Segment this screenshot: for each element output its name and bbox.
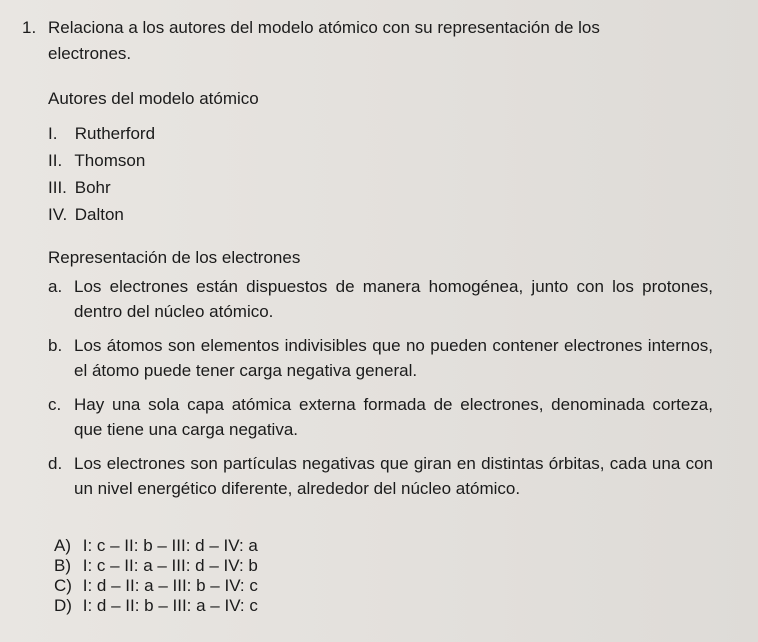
representation-letter: b. — [48, 336, 63, 355]
author-name: Bohr — [74, 178, 111, 197]
representation-text: Los electrones son partículas negativas que giran en distintas órbitas, cada una con un nivel energético diferente, alrededor del núcleo atómico. — [74, 454, 713, 498]
representation-item-a — [48, 274, 713, 324]
author-item-rutherford — [48, 120, 155, 147]
answer-option-b[interactable] — [54, 556, 258, 576]
representation-item-c — [48, 392, 713, 442]
option-text: I: d – II: a – III: b – IV: c — [82, 576, 258, 595]
representation-text: Hay una sola capa atómica externa formada de electrones, denominada corteza, que tiene una carga negativa. — [74, 395, 713, 439]
option-letter: D) — [54, 596, 72, 615]
question-number: 1. — [22, 18, 37, 37]
author-name: Thomson — [74, 151, 146, 170]
author-roman: I. — [48, 124, 58, 143]
option-letter: B) — [54, 556, 71, 575]
author-roman: II. — [48, 151, 63, 170]
authors-list — [48, 120, 155, 228]
option-letter: A) — [54, 536, 71, 555]
answer-option-d[interactable] — [54, 596, 258, 616]
answer-options — [54, 536, 258, 616]
answer-option-a[interactable] — [54, 536, 258, 556]
option-letter: C) — [54, 576, 72, 595]
representation-text: Los electrones están dispuestos de manera homogénea, junto con los protones, dentro del núcleo atómico. — [74, 277, 713, 321]
question-text-line2: electrones. — [48, 44, 132, 63]
author-item-bohr — [48, 174, 155, 201]
representation-text: Los átomos son elementos indivisibles que no pueden contener electrones internos, el átomo puede tener carga negativa general. — [74, 336, 713, 380]
representation-letter: d. — [48, 454, 63, 473]
representation-letter: a. — [48, 277, 63, 296]
representations-list — [48, 274, 713, 510]
representations-section-title: Representación de los electrones — [48, 248, 301, 267]
option-text: I: d – II: b – III: a – IV: c — [82, 596, 258, 615]
question-text-line1: Relaciona a los autores del modelo atómico con su representación de los — [48, 18, 600, 37]
representation-item-b — [48, 333, 713, 383]
author-item-thomson — [48, 147, 155, 174]
option-text: I: c – II: a – III: d – IV: b — [82, 556, 258, 575]
author-roman: IV. — [48, 205, 68, 224]
option-text: I: c – II: b – III: d – IV: a — [82, 536, 258, 555]
answer-option-c[interactable] — [54, 576, 258, 596]
question-header — [22, 15, 722, 67]
representation-item-d — [48, 451, 713, 501]
authors-section-title: Autores del modelo atómico — [48, 89, 259, 108]
author-item-dalton — [48, 201, 155, 228]
author-roman: III. — [48, 178, 67, 197]
author-name: Rutherford — [74, 124, 156, 143]
representation-letter: c. — [48, 395, 62, 414]
author-name: Dalton — [74, 205, 124, 224]
